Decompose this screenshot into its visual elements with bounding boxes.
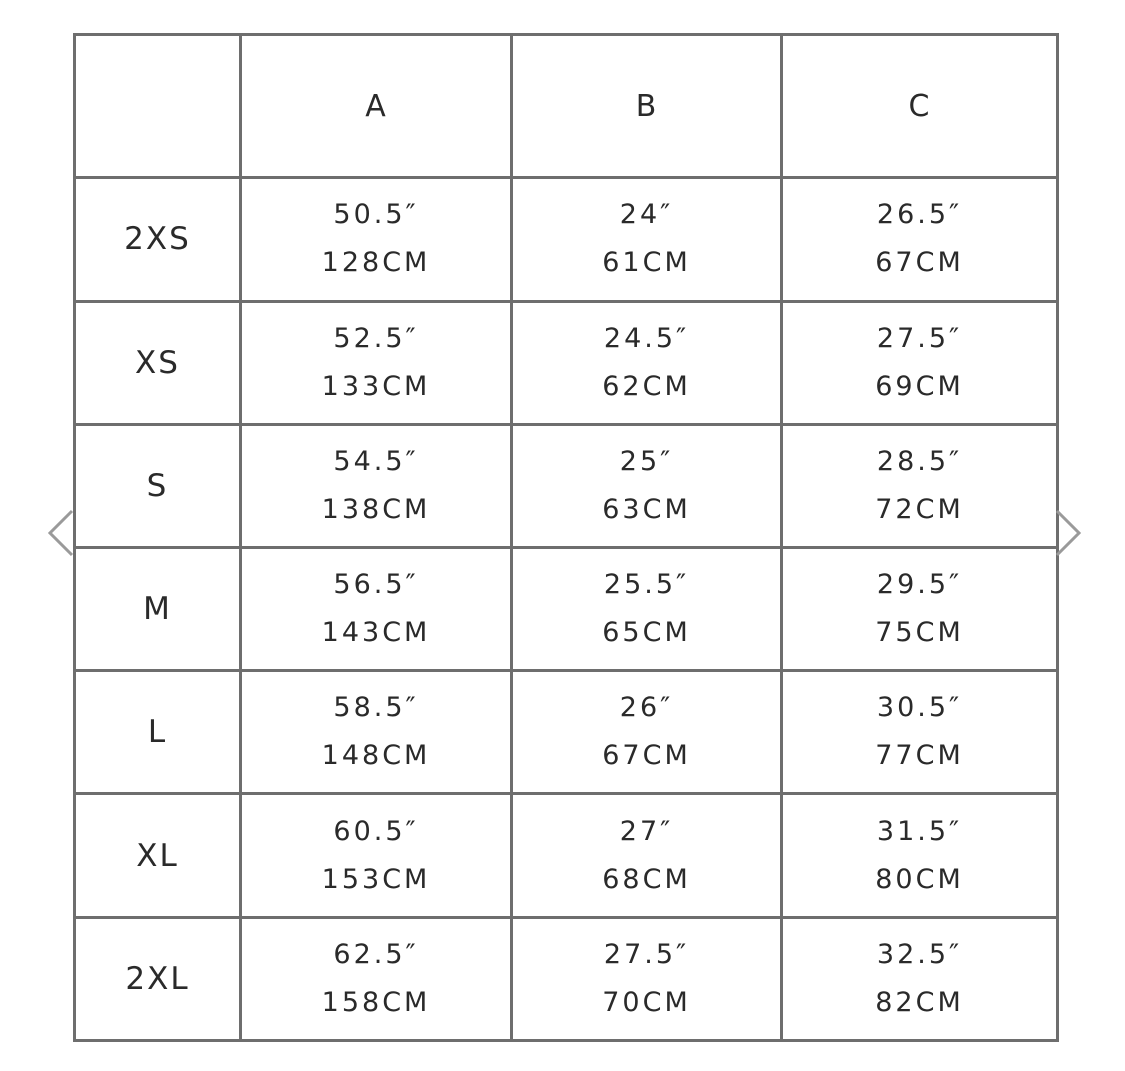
header-c: C [782, 35, 1058, 178]
measure-b-cell [512, 547, 782, 670]
measure-b-cell [512, 178, 782, 301]
measure-a-cell [241, 547, 512, 670]
value-inches: 32.5″ [876, 938, 963, 970]
table-row [75, 178, 1058, 301]
value-cm: 128CM [321, 247, 431, 279]
value-inches: 29.5″ [876, 569, 963, 601]
measure-b-cell [512, 424, 782, 547]
value-cm: 61CM [602, 247, 691, 279]
size-label: L [75, 671, 241, 794]
value-cm: 133CM [321, 370, 431, 402]
size-label: S [75, 424, 241, 547]
measure-c-cell [782, 671, 1058, 794]
size-label: XS [75, 301, 241, 424]
value-inches: 24″ [619, 199, 674, 231]
measure-b-cell [512, 917, 782, 1040]
table-row [75, 547, 1058, 670]
measure-b-cell [512, 794, 782, 917]
value-inches: 30.5″ [876, 692, 963, 724]
value-cm: 143CM [321, 617, 431, 649]
table-row [75, 917, 1058, 1040]
table-row [75, 424, 1058, 547]
value-cm: 70CM [602, 986, 691, 1018]
table-row [75, 301, 1058, 424]
measure-b-cell [512, 671, 782, 794]
value-inches: 58.5″ [333, 692, 419, 724]
value-inches: 27″ [619, 815, 674, 847]
value-cm: 69CM [875, 370, 964, 402]
value-inches: 25″ [619, 445, 674, 477]
size-label: 2XL [75, 917, 241, 1040]
value-cm: 80CM [875, 863, 964, 895]
value-cm: 148CM [321, 740, 431, 772]
header-b: B [512, 35, 782, 178]
value-inches: 24.5″ [603, 322, 690, 354]
value-cm: 67CM [875, 247, 964, 279]
table-row [75, 794, 1058, 917]
value-cm: 63CM [602, 493, 691, 525]
value-inches: 56.5″ [333, 569, 419, 601]
table-header-row [75, 35, 1058, 178]
measure-a-cell [241, 917, 512, 1040]
value-inches: 52.5″ [333, 322, 419, 354]
chevron-right-icon-svg [1053, 508, 1083, 558]
value-inches: 26.5″ [876, 199, 963, 231]
size-label: M [75, 547, 241, 670]
chevron-left-icon-svg [46, 508, 76, 558]
measure-c-cell [782, 917, 1058, 1040]
measure-c-cell [782, 794, 1058, 917]
value-cm: 138CM [321, 493, 431, 525]
value-cm: 68CM [602, 863, 691, 895]
measure-c-cell [782, 178, 1058, 301]
measure-b-cell [512, 301, 782, 424]
value-inches: 54.5″ [333, 445, 419, 477]
value-inches: 28.5″ [876, 445, 963, 477]
chevron-right-icon[interactable] [1053, 508, 1083, 558]
size-label: 2XS [75, 178, 241, 301]
value-cm: 72CM [875, 493, 964, 525]
value-cm: 77CM [875, 740, 964, 772]
value-cm: 75CM [875, 617, 964, 649]
value-cm: 153CM [321, 863, 431, 895]
value-cm: 65CM [602, 617, 691, 649]
value-inches: 60.5″ [333, 815, 419, 847]
measure-a-cell [241, 301, 512, 424]
measure-a-cell [241, 794, 512, 917]
value-inches: 31.5″ [876, 815, 963, 847]
value-inches: 25.5″ [603, 569, 690, 601]
header-a: A [241, 35, 512, 178]
value-inches: 27.5″ [603, 938, 690, 970]
chevron-left-icon[interactable] [46, 508, 76, 558]
value-cm: 82CM [875, 986, 964, 1018]
value-inches: 50.5″ [333, 199, 419, 231]
measure-c-cell [782, 547, 1058, 670]
value-cm: 158CM [321, 986, 431, 1018]
value-inches: 62.5″ [333, 938, 419, 970]
measure-a-cell [241, 424, 512, 547]
measure-a-cell [241, 671, 512, 794]
value-inches: 26″ [619, 692, 674, 724]
size-chart-table [73, 33, 1059, 1042]
value-cm: 67CM [602, 740, 691, 772]
value-inches: 27.5″ [876, 322, 963, 354]
value-cm: 62CM [602, 370, 691, 402]
measure-c-cell [782, 424, 1058, 547]
table-row [75, 671, 1058, 794]
size-label: XL [75, 794, 241, 917]
measure-a-cell [241, 178, 512, 301]
header-corner [75, 35, 241, 178]
measure-c-cell [782, 301, 1058, 424]
